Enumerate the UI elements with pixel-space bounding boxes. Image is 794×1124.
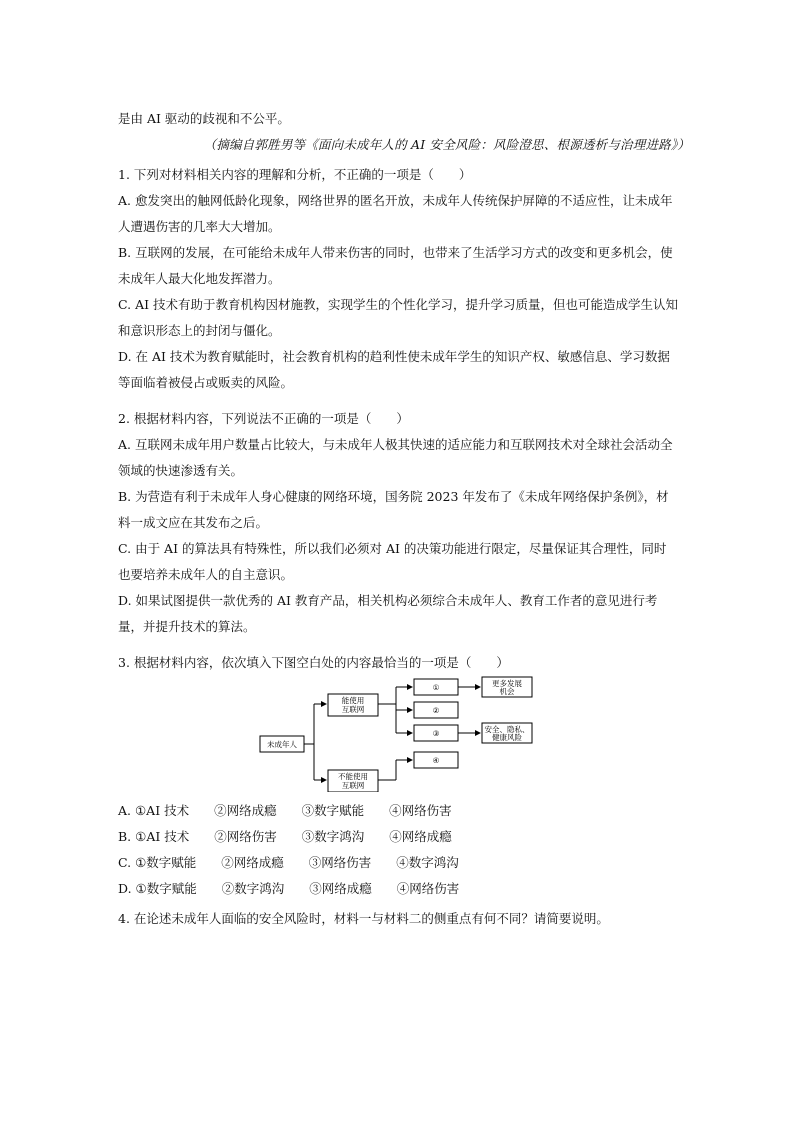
intro-line: 是由 AI 驱动的歧视和不公平。	[118, 111, 290, 126]
option-c: C. ①数字赋能 ②网络成瘾 ③网络伤害 ④数字鸿沟	[118, 855, 459, 870]
option-d: D. 在 AI 技术为教育赋能时，社会教育机构的趋利性使未成年学生的知识产权、敏感信息、学习数据等面临着被侵占或贩卖的风险。	[118, 349, 670, 390]
question-2	[118, 404, 678, 640]
option-c: C. AI 技术有助于教育机构因材施教，实现学生的个性化学习，提升学习质量，但也可能造成学生认知和意识形态上的封闭与僵化。	[118, 297, 679, 338]
question-stem: 1. 下列对材料相关内容的理解和分析，不正确的一项是（ ）	[118, 167, 472, 182]
blank-label-4: ④	[432, 756, 440, 765]
source-citation: （摘编自郭胜男等《面向未成年人的 AI 安全风险：风险澄思、根源透析与治理进路》）	[203, 137, 690, 152]
option-c: C. 由于 AI 的算法具有特殊性，所以我们必须对 AI 的决策功能进行限定，尽量保证其合理性，同时也要培养未成年人的自主意识。	[118, 541, 667, 582]
flow-diagram	[258, 676, 538, 792]
result-label-1a: 更多发展	[492, 679, 522, 688]
result-label-2b: 健康风险	[492, 733, 522, 742]
cannot-use-label-1: 不能使用	[338, 772, 368, 781]
intro-section	[118, 106, 690, 158]
root-label: 未成年人	[267, 740, 297, 749]
question-stem: 2. 根据材料内容，下列说法不正确的一项是（ ）	[118, 411, 409, 426]
question-stem: 4. 在论述未成年人面临的安全风险时，材料一与材料二的侧重点有何不同？请简要说明。	[118, 911, 609, 926]
option-a: A. ①AI 技术 ②网络成瘾 ③数字赋能 ④网络伤害	[118, 803, 452, 818]
question-4	[118, 904, 678, 932]
question-stem: 3. 根据材料内容，依次填入下图空白处的内容最恰当的一项是（ ）	[118, 655, 509, 670]
option-b: B. 为营造有利于未成年人身心健康的网络环境，国务院 2023 年发布了《未成年网络保护条例》，材料一成文应在其发布之后。	[118, 489, 669, 530]
question-3	[118, 648, 678, 676]
can-use-label-1: 能使用	[341, 696, 365, 705]
can-use-label-2: 互联网	[341, 705, 365, 714]
option-b: B. ①AI 技术 ②网络伤害 ③数字鸿沟 ④网络成瘾	[118, 829, 452, 844]
question-1	[118, 160, 678, 396]
result-label-2a: 安全、隐私、	[484, 725, 530, 734]
option-a: A. 互联网未成年用户数量占比较大，与未成年人极其快速的适应能力和互联网技术对全球社会活动全领域的快速渗透有关。	[118, 437, 673, 478]
option-d: D. 如果试图提供一款优秀的 AI 教育产品，相关机构必须综合未成年人、教育工作者的意见进行考量，并提升技术的算法。	[118, 593, 658, 634]
cannot-use-label-2: 互联网	[341, 781, 365, 790]
blank-label-3: ③	[432, 729, 440, 738]
option-d: D. ①数字赋能 ②数字鸿沟 ③网络成瘾 ④网络伤害	[118, 881, 460, 896]
blank-label-1: ①	[432, 683, 440, 692]
option-a: A. 愈发突出的触网低龄化现象，网络世界的匿名开放，未成年人传统保护屏障的不适应性，让未成年人遭遇伤害的几率大大增加。	[118, 193, 673, 234]
blank-label-2: ②	[432, 706, 440, 715]
question-3-options	[118, 798, 678, 902]
flow-diagram-svg	[258, 676, 538, 792]
option-b: B. 互联网的发展，在可能给未成年人带来伤害的同时，也带来了生活学习方式的改变和更多机会，使未成年人最大化地发挥潜力。	[118, 245, 673, 286]
result-label-1b: 机会	[499, 687, 515, 696]
